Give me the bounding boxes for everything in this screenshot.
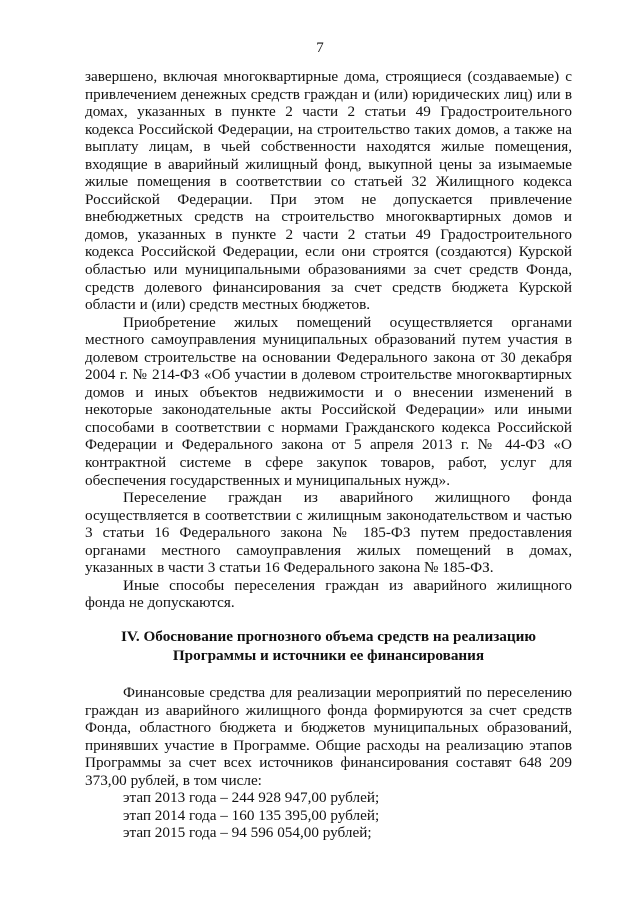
- section-heading-line-1: IV. Обоснование прогнозного объема средств на реализацию: [120, 628, 537, 645]
- page-number: 7: [316, 40, 324, 56]
- paragraph-acquisition: Приобретение жилых помещений осуществляется органами местного самоуправления муниципальных образований путем участия в долевом строительстве на основании Федерального закона от 30 декабря 2004 г. № 214-ФЗ «Об участии в долевом строительстве многоквартирных домов и иных объектов недвижимости и о внесении изменений в некоторые законодательные акты Российской Федерации» или иными способами в соответствии с нормами Гражданского кодекса Российской Федерации и Федерального закона от 5 апреля 2013 г. № 44-ФЗ «О контрактной системе в сфере закупок товаров, работ, услуг для обеспечения государственных и муниципальных нужд».: [85, 313, 572, 489]
- stage-item: этап 2015 года – 94 596 054,00 рублей;: [123, 824, 372, 842]
- stage-item: этап 2014 года – 160 135 395,00 рублей;: [123, 806, 380, 824]
- paragraph-other-methods: Иные способы переселения граждан из аварийного жилищного фонда не допускаются.: [85, 576, 572, 612]
- stage-list: [85, 789, 572, 842]
- stage-item: этап 2013 года – 244 928 947,00 рублей;: [123, 789, 380, 807]
- section-heading-line-2: Программы и источники ее финансирования: [172, 647, 485, 664]
- paragraph-resettlement: Переселение граждан из аварийного жилищного фонда осуществляется в соответствии с жилищным законодательством и частью 3 статьи 16 Федерального закона № 185-ФЗ путем предоставления органами местного самоуправления жилых помещений в домах, указанных в части 3 статьи 16 Федерального закона № 185-ФЗ.: [85, 489, 572, 577]
- body-text: [85, 68, 572, 612]
- paragraph-continuation: завершено, включая многоквартирные дома, строящиеся (создаваемые) с привлечением денежных средств граждан и (или) юридических лиц) или в домах, указанных в пункте 2 части 2 статьи 49 Градостроительного кодекса Российской Федерации, на строительство таких домов, а также на выплату лицам, в чьей собственности находятся жилые помещения, входящие в аварийный жилищный фонд, выкупной цены за изымаемые жилые помещения в соответствии со статьей 32 Жилищного кодекса Российской Федерации. При этом не допускается привлечение внебюджетных средств на строительство многоквартирных домов и домов, указанных в пункте 2 части 2 статьи 49 Градостроительного кодекса Российской Федерации, если они строятся (создаются) Курской областью или муниципальными образованиями за счет средств Фонда, средств долевого финансирования за счет средств бюджета Курской области и (или) средств местных бюджетов.: [85, 68, 572, 314]
- paragraph-finance: Финансовые средства для реализации мероприятий по переселению граждан из аварийного жилищного фонда формируются за счет средств Фонда, областного бюджета и бюджетов муниципальных образований, принявших участие в Программе. Общие расходы на реализацию этапов Программы за счет всех источников финансирования составят 648 209 373,00 рублей, в том числе:: [85, 684, 572, 789]
- finance-section: [85, 684, 572, 842]
- section-heading: [85, 627, 572, 665]
